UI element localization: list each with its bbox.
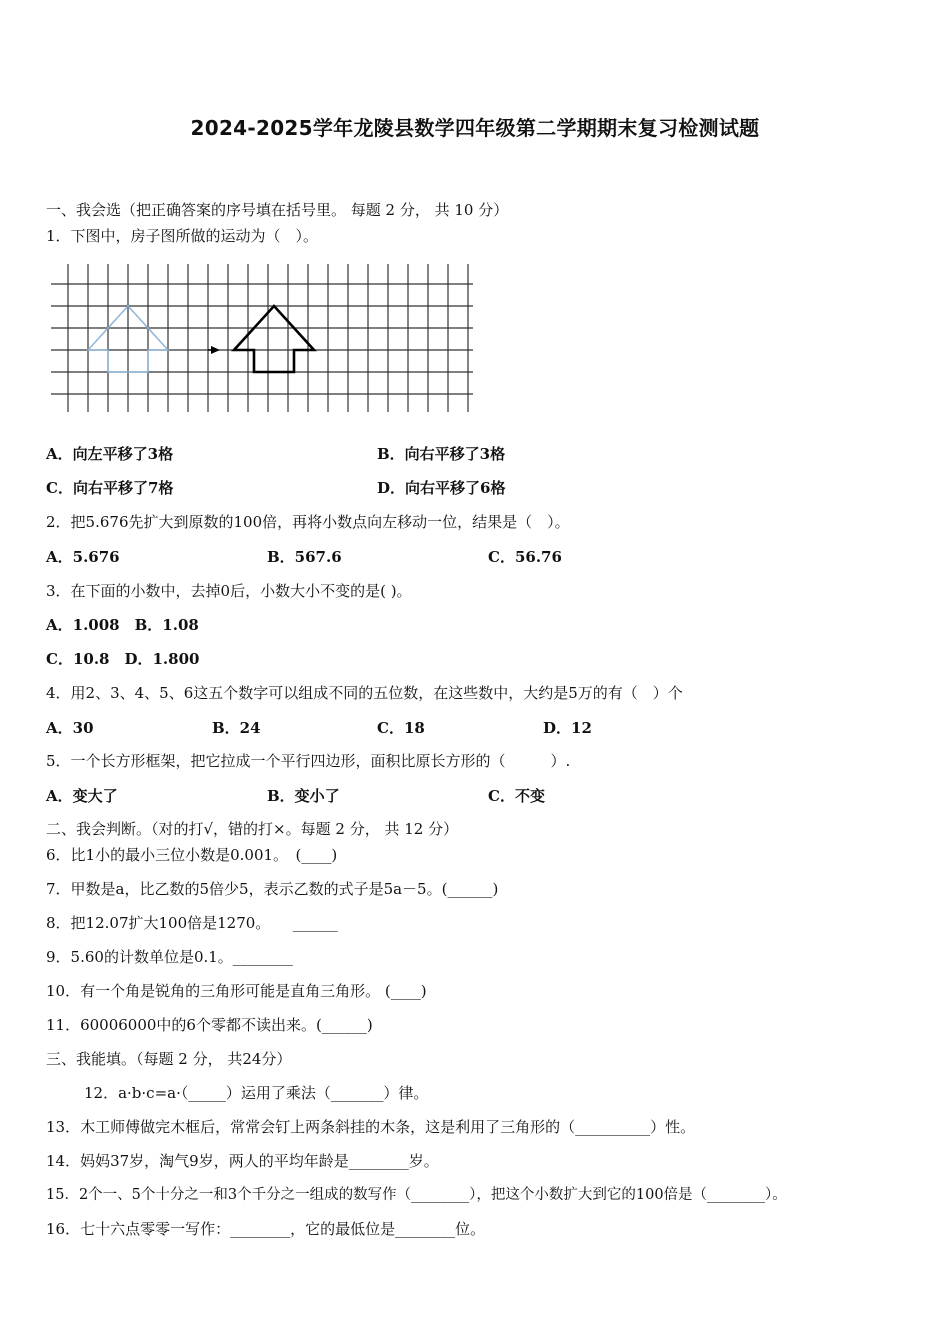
- question-3-stem: 3．在下面的小数中，去掉0后，小数大小不变的是( )。: [46, 582, 412, 600]
- q2-option-c: C．56.76: [488, 548, 562, 566]
- q3-options-cd: C．10.8 D．1.800: [46, 650, 200, 668]
- q5-option-a: A．变大了: [46, 787, 118, 805]
- grid-figure: [48, 262, 476, 414]
- q1-option-c: C．向右平移了7格: [46, 479, 174, 497]
- q4-option-c: C．18: [377, 719, 425, 737]
- question-6: 6．比1小的最小三位小数是0.001。 (____): [46, 846, 338, 864]
- q4-option-b: B．24: [212, 719, 261, 737]
- section1-heading: 一、我会选（把正确答案的序号填在括号里。 每题 2 分， 共 10 分）: [46, 201, 509, 219]
- question-15: 15．2个一、5个十分之一和3个千分之一组成的数写作（________），把这个小数扩大到它的100倍是（________）。: [46, 1187, 787, 1203]
- question-4-stem: 4．用2、3、4、5、6这五个数字可以组成不同的五位数，在这些数中，大约是5万的有（ ）个: [46, 684, 683, 702]
- q1-option-a: A．向左平移了3格: [46, 445, 174, 463]
- q4-option-d: D．12: [543, 719, 592, 737]
- q4-option-a: A．30: [46, 719, 94, 737]
- q1-option-d: D．向右平移了6格: [377, 479, 506, 497]
- question-12: 12．a·b·c=a·（_____）运用了乘法（_______）律。: [84, 1084, 429, 1102]
- q2-option-b: B．567.6: [267, 548, 342, 566]
- section3-heading: 三、我能填。（每题 2 分， 共24分）: [46, 1050, 292, 1068]
- question-10: 10．有一个角是锐角的三角形可能是直角三角形。 (____): [46, 982, 427, 1000]
- q3-options-ab: A．1.008 B．1.08: [46, 616, 199, 634]
- page-title: 2024-2025学年龙陵县数学四年级第二学期期末复习检测试题: [190, 116, 760, 140]
- section2-heading: 二、我会判断。（对的打√，错的打×。每题 2 分， 共 12 分）: [46, 820, 459, 838]
- q1-option-b: B．向右平移了3格: [377, 445, 506, 463]
- arrow-icon: [208, 346, 220, 354]
- question-14: 14．妈妈37岁，淘气9岁，两人的平均年龄是________岁。: [46, 1152, 439, 1170]
- grid-lines: [51, 264, 473, 412]
- question-16: 16．七十六点零零一写作：________，它的最低位是________位。: [46, 1220, 486, 1238]
- question-1-stem: 1．下图中，房子图所做的运动为（ ）。: [46, 227, 319, 245]
- house-shape: [234, 306, 314, 372]
- question-8: 8．把12.07扩大100倍是1270。 ______: [46, 914, 338, 932]
- question-11: 11．60006000中的6个零都不读出来。(______): [46, 1016, 373, 1034]
- question-13: 13．木工师傅做完木框后，常常会钉上两条斜挂的木条，这是利用了三角形的（__________）性。: [46, 1118, 696, 1136]
- q2-option-a: A．5.676: [46, 548, 120, 566]
- question-5-stem: 5．一个长方形框架，把它拉成一个平行四边形，面积比原长方形的（ ）.: [46, 752, 571, 770]
- question-7: 7．甲数是a，比乙数的5倍少5，表示乙数的式子是5a－5。(______): [46, 880, 499, 898]
- question-2-stem: 2．把5.676先扩大到原数的100倍，再将小数点向左移动一位，结果是（ ）。: [46, 513, 570, 531]
- q5-option-c: C．不变: [488, 787, 545, 805]
- q5-option-b: B．变小了: [267, 787, 340, 805]
- question-9: 9．5.60的计数单位是0.1。________: [46, 948, 293, 966]
